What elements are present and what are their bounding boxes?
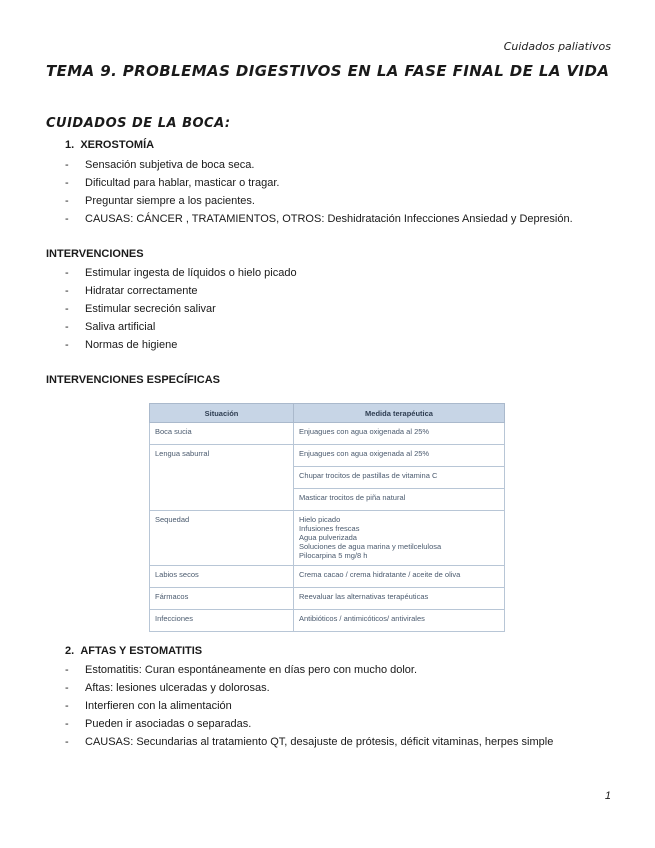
intervenciones-especificas-heading: INTERVENCIONES ESPECÍFICAS xyxy=(46,374,220,386)
table-cell-text: Chupar trocitos de pastillas de vitamina C xyxy=(294,467,504,489)
table-cell-text: Crema cacao / crema hidratante / aceite de oliva xyxy=(299,570,461,579)
interventions-table xyxy=(149,403,505,632)
table-cell xyxy=(294,423,505,445)
intervenciones-heading: INTERVENCIONES xyxy=(46,248,144,260)
table-header-row xyxy=(150,404,505,423)
list-item: - Dificultad para hablar, masticar o tragar. xyxy=(65,174,573,192)
aftas-number: 2. xyxy=(65,645,75,657)
aftas-title: AFTAS Y ESTOMATITIS xyxy=(80,645,203,657)
xerostomia-number: 1. xyxy=(65,139,75,151)
running-header: Cuidados paliativos xyxy=(503,40,611,53)
section-heading-boca: CUIDADOS DE LA BOCA: xyxy=(46,116,231,131)
table-row xyxy=(150,588,505,610)
aftas-list xyxy=(65,661,553,751)
intervenciones-list xyxy=(65,264,297,354)
table-row xyxy=(150,445,505,511)
list-item: - Sensación subjetiva de boca seca. xyxy=(65,156,573,174)
table-cell xyxy=(294,445,505,511)
table-row xyxy=(150,511,505,566)
table-cell: Infecciones xyxy=(150,610,294,632)
table-cell-line: Agua pulverizada xyxy=(299,533,357,542)
page-title: TEMA 9. PROBLEMAS DIGESTIVOS EN LA FASE FINAL DE LA VIDA xyxy=(46,62,610,80)
list-item: - Saliva artificial xyxy=(65,318,297,336)
xerostomia-title: XEROSTOMÍA xyxy=(80,139,155,151)
list-item: - Estimular ingesta de líquidos o hielo picado xyxy=(65,264,297,282)
table-cell-line: Pilocarpina 5 mg/8 h xyxy=(299,551,368,560)
column-header-situacion: Situación xyxy=(150,404,294,423)
table-row xyxy=(150,423,505,445)
table-cell-text: Enjuagues con agua oxigenada al 25% xyxy=(299,427,430,436)
list-item: - CAUSAS: CÁNCER , TRATAMIENTOS, OTROS: Deshidratación Infecciones Ansiedad y Depresión. xyxy=(65,210,573,228)
table-cell-text: Antibióticos / antimicóticos/ antivirales xyxy=(299,614,425,623)
table-cell-text: Masticar trocitos de piña natural xyxy=(299,493,406,502)
list-item: - Hidratar correctamente xyxy=(65,282,297,300)
column-header-medida: Medida terapéutica xyxy=(294,404,505,423)
list-item: - Normas de higiene xyxy=(65,336,297,354)
table-row xyxy=(150,566,505,588)
table-cell: Lengua saburral xyxy=(150,445,294,511)
table-cell xyxy=(294,610,505,632)
table-cell-line: Hielo picado xyxy=(299,515,341,524)
list-item: - Estimular secreción salivar xyxy=(65,300,297,318)
xerostomia-heading xyxy=(65,139,154,151)
table-cell-text: Reevaluar las alternativas terapéuticas xyxy=(299,592,429,601)
table-cell xyxy=(294,511,505,566)
table-cell: Sequedad xyxy=(150,511,294,566)
table-row xyxy=(150,610,505,632)
aftas-heading xyxy=(65,645,202,657)
list-item: - Estomatitis: Curan espontáneamente en días pero con mucho dolor. xyxy=(65,661,553,679)
table-cell: Labios secos xyxy=(150,566,294,588)
list-item: - Aftas: lesiones ulceradas y dolorosas. xyxy=(65,679,553,697)
table-cell xyxy=(294,566,505,588)
list-item: - CAUSAS: Secundarias al tratamiento QT, desajuste de prótesis, déficit vitaminas, herpes simple xyxy=(65,733,553,751)
table-cell xyxy=(294,588,505,610)
table-cell-line: Soluciones de agua marina y metilcelulosa xyxy=(299,542,442,551)
list-item: - Preguntar siempre a los pacientes. xyxy=(65,192,573,210)
table-cell: Boca sucia xyxy=(150,423,294,445)
table-cell-text: Enjuagues con agua oxigenada al 25% xyxy=(294,445,504,467)
list-item: - Interfieren con la alimentación xyxy=(65,697,553,715)
xerostomia-list xyxy=(65,156,573,228)
table-cell: Fármacos xyxy=(150,588,294,610)
list-item: - Pueden ir asociadas o separadas. xyxy=(65,715,553,733)
page-number: 1 xyxy=(604,790,611,802)
table-cell-line: Infusiones frescas xyxy=(299,524,360,533)
